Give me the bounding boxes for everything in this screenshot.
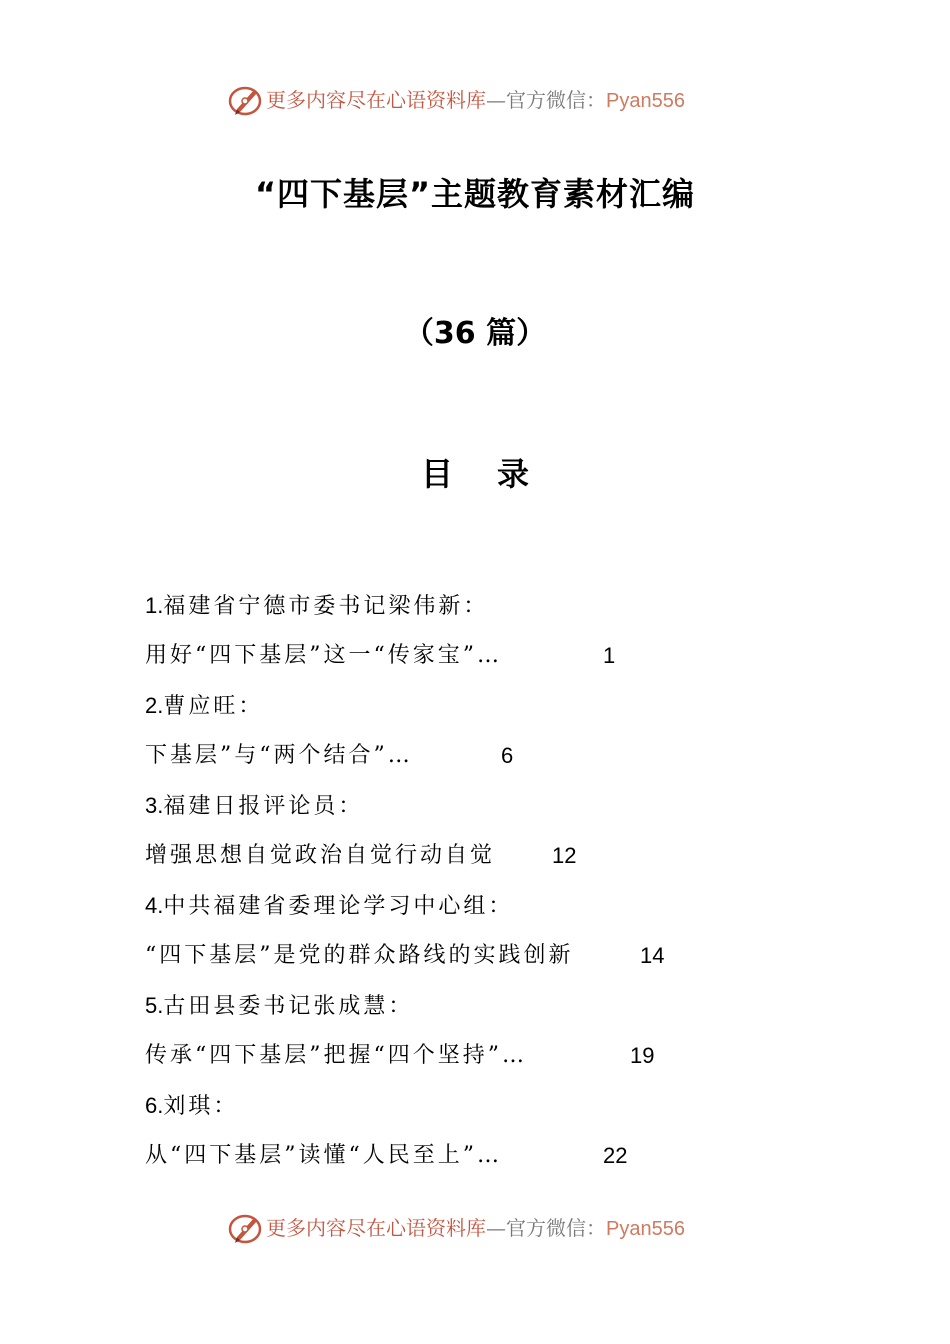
toc-page: 6 [501, 743, 514, 768]
toc-title[interactable]: 从“四下基层”读懂“人民至上”… [145, 1143, 502, 1168]
watermark-main: 更多内容尽在心语资料库 [266, 88, 486, 112]
toc-heading-left: 目 [420, 455, 453, 493]
toc-heading [0, 450, 950, 498]
toc-title[interactable]: 传承“四下基层”把握“四个坚持”… [145, 1043, 527, 1068]
article-count: （36 篇） [403, 316, 547, 351]
toc-number: 1. [145, 593, 164, 618]
toc-author: 刘琪： [163, 1094, 239, 1119]
watermark-id: Pyan556 [606, 1218, 685, 1240]
toc-title[interactable]: 下基层”与“两个结合”… [145, 743, 413, 768]
toc-entry-6-title[interactable] [145, 1133, 825, 1183]
watermark-id: Pyan556 [606, 90, 685, 112]
toc-entry-2-title[interactable] [145, 733, 825, 783]
toc-entry-5-author [145, 983, 825, 1033]
toc-page: 19 [630, 1043, 655, 1068]
toc-entry-4-title[interactable] [145, 933, 825, 983]
toc-page: 1 [603, 643, 616, 668]
pen-logo-icon [227, 1210, 263, 1246]
watermark-text [266, 1216, 685, 1241]
toc-author: 古田县委书记张成慧： [163, 994, 414, 1019]
toc-author: 中共福建省委理论学习中心组： [163, 894, 514, 919]
table-of-contents [145, 583, 825, 1183]
toc-entry-1-title[interactable] [145, 633, 825, 683]
toc-author: 曹应旺： [163, 694, 264, 719]
toc-entry-3-title[interactable] [145, 833, 825, 883]
pen-logo-icon [227, 82, 263, 118]
toc-author: 福建日报评论员： [163, 794, 364, 819]
toc-number: 5. [145, 993, 164, 1018]
watermark-main: 更多内容尽在心语资料库 [266, 1216, 486, 1240]
toc-number: 3. [145, 793, 164, 818]
toc-entry-6-author [145, 1083, 825, 1133]
toc-entry-5-title[interactable] [145, 1033, 825, 1083]
watermark-banner-top [0, 80, 950, 124]
watermark-sub: —官方微信： [486, 1216, 606, 1240]
watermark-text [266, 88, 685, 113]
toc-heading-right: 录 [497, 455, 530, 493]
toc-title[interactable]: 用好“四下基层”这一“传家宝”… [145, 643, 502, 668]
toc-title[interactable]: “四下基层”是党的群众路线的实践创新 [145, 943, 574, 968]
toc-entry-3-author [145, 783, 825, 833]
toc-entry-2-author [145, 683, 825, 733]
toc-page: 12 [552, 843, 577, 868]
toc-entry-4-author [145, 883, 825, 933]
toc-number: 4. [145, 893, 164, 918]
toc-author: 福建省宁德市委书记梁伟新： [163, 594, 489, 619]
toc-page: 22 [603, 1143, 628, 1168]
watermark-banner-bottom [0, 1208, 950, 1252]
document-title: “四下基层”主题教育素材汇编 [254, 175, 696, 213]
toc-number: 6. [145, 1093, 164, 1118]
toc-title[interactable]: 增强思想自觉政治自觉行动自觉 [145, 843, 496, 868]
toc-number: 2. [145, 693, 164, 718]
toc-entry-1-author [145, 583, 825, 633]
watermark-sub: —官方微信： [486, 88, 606, 112]
toc-page: 14 [640, 943, 665, 968]
